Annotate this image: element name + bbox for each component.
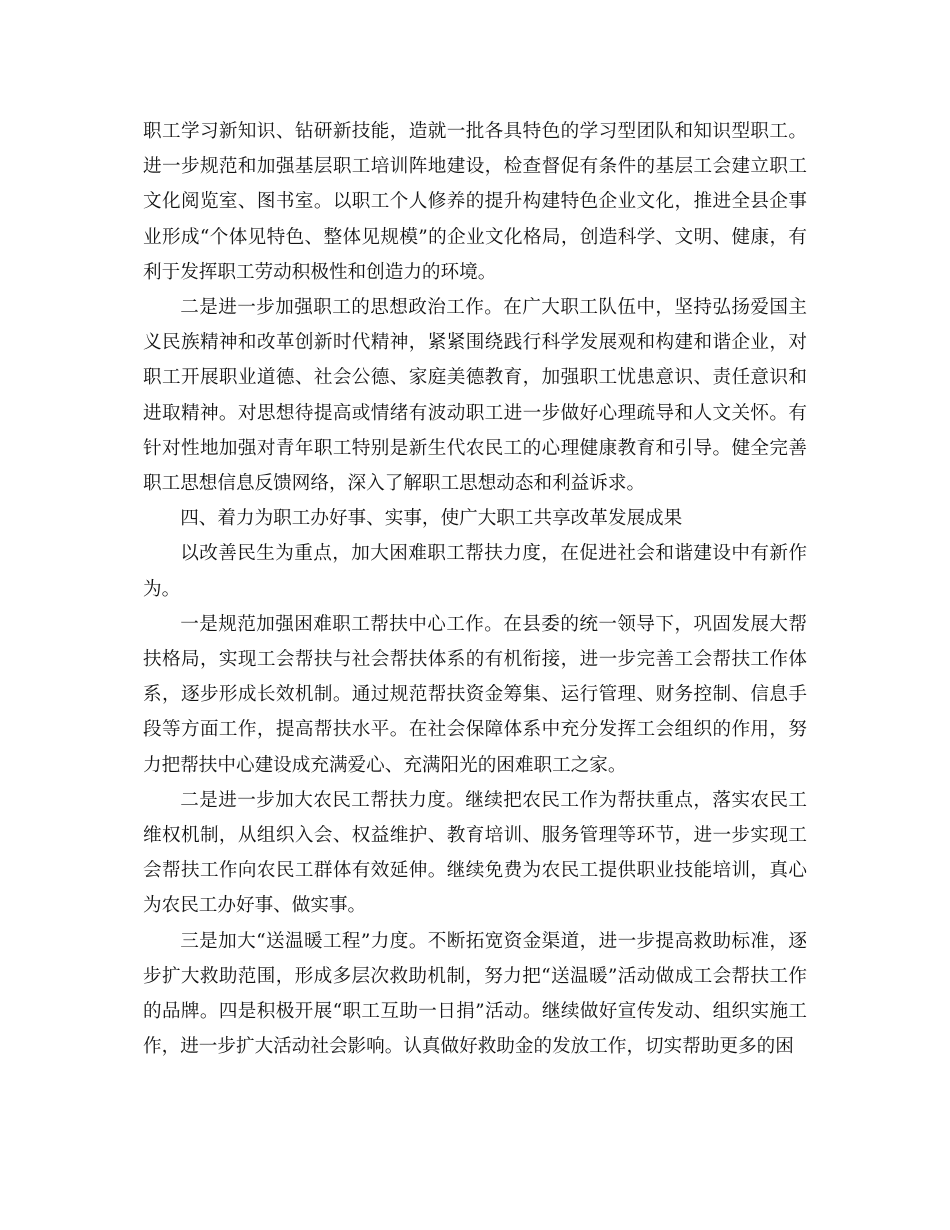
- paragraph-ideology-work: 二是进一步加强职工的思想政治工作。在广大职工队伍中，坚持弘扬爱国主义民族精神和改革创新时代精神，紧紧围绕践行科学发展观和构建和谐企业，对职工开展职业道德、社会公德、家庭美德教育，加强职工忧患意识、责任意识和进取精神。对思想待提高或情绪有波动职工进一步做好心理疏导和人文关怀。有针对性地加强对青年职工特别是新生代农民工的心理健康教育和引导。健全完善职工思想信息反馈网络，深入了解职工思想动态和利益诉求。: [143, 297, 807, 495]
- document-body: [143, 114, 807, 1064]
- paragraph-continued: 职工学习新知识、钻研新技能，造就一批各具特色的学习型团队和知识型职工。进一步规范和加强基层职工培训阵地建设，检查督促有条件的基层工会建立职工文化阅览室、图书室。以职工个人修养的提升构建特色企业文化，推进全县企事业形成“个体见特色、整体见规模”的企业文化格局，创造科学、文明、健康，有利于发挥职工劳动积极性和创造力的环境。: [143, 121, 807, 283]
- paragraph-send-warmth: 三是加大“送温暖工程”力度。不断拓宽资金渠道，进一步提高救助标准，逐步扩大救助范围，形成多层次救助机制，努力把“送温暖”活动做成工会帮扶工作的品牌。四是积极开展“职工互助一日捐”活动。继续做好宣传发动、组织实施工作，进一步扩大活动社会影响。认真做好救助金的发放工作，切实帮助更多的困: [143, 930, 807, 1058]
- paragraph-migrant-workers: 二是进一步加大农民工帮扶力度。继续把农民工作为帮扶重点，落实农民工维权机制，从组织入会、权益维护、教育培训、服务管理等环节，进一步实现工会帮扶工作向农民工群体有效延伸。继续免费为农民工提供职业技能培训，真心为农民工办好事、做实事。: [143, 789, 807, 917]
- paragraph-livelihood: 以改善民生为重点，加大困难职工帮扶力度，在促进社会和谐建设中有新作为。: [143, 543, 807, 600]
- section-heading-4: 四、着力为职工办好事、实事，使广大职工共享改革发展成果: [180, 508, 683, 530]
- paragraph-assistance-center: 一是规范加强困难职工帮扶中心工作。在县委的统一领导下，巩固发展大帮扶格局，实现工会帮扶与社会帮扶体系的有机衔接，进一步完善工会帮扶工作体系，逐步形成长效机制。通过规范帮扶资金筹集、运行管理、财务控制、信息手段等方面工作，提高帮扶水平。在社会保障体系中充分发挥工会组织的作用，努力把帮扶中心建设成充满爱心、充满阳光的困难职工之家。: [143, 613, 807, 776]
